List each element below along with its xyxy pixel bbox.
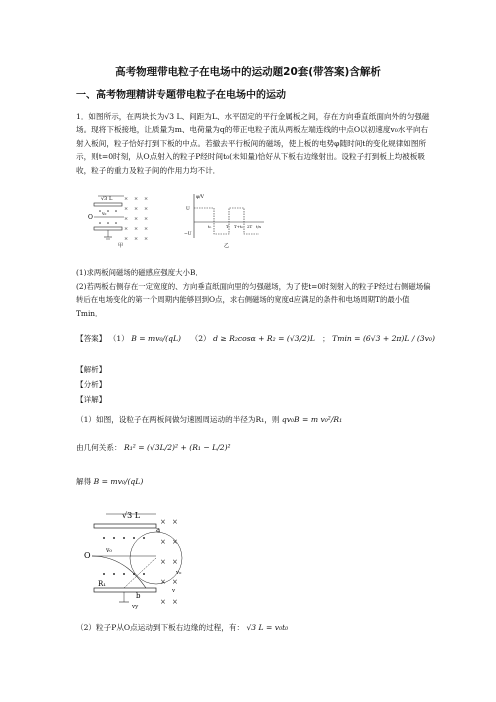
fig-jia-caption: 甲: [118, 243, 124, 248]
svg-text:×: ×: [144, 236, 149, 242]
svg-text:vy: vy: [132, 604, 139, 610]
svg-text:×: ×: [172, 518, 178, 526]
solution-figure: [84, 508, 194, 614]
fig-yi-caption: 乙: [224, 243, 230, 248]
svg-text:φ/V: φ/V: [196, 195, 204, 200]
svg-text:×: ×: [124, 206, 129, 212]
fig-origin: O: [88, 214, 93, 221]
svg-text:√3 L: √3 L: [122, 511, 141, 520]
svg-text:×: ×: [134, 236, 139, 242]
svg-text:t/s: t/s: [256, 224, 262, 229]
problem-statement: 1．如图所示，在两块长为√3 L、间距为L、水平固定的平行金属板之间，存在方向垂直纸面向外的匀强磁场。现将下板接地，让质量为m、电荷量为q的带正电粒子流从两板左端连线的中点O以初速度v₀水平向右射入板间，粒子恰好打到下板的中点。若撤去平行板间的磁场，使上板的电势φ随时间t的变化规律如图所示，则t=0时刻，从O点射入的粒子P经时间t₀(未知量)恰好从下板右边缘射出。设粒子打到板上均被板吸收，粒子的重力及粒子间的作用力均不计．: [76, 112, 430, 175]
svg-text:t₀: t₀: [208, 224, 212, 229]
svg-text:×: ×: [134, 206, 139, 212]
fig-len-label: √3 L: [101, 196, 113, 202]
svg-text:×: ×: [160, 518, 166, 526]
svg-text:v: v: [172, 588, 176, 594]
document-title: 高考物理带电粒子在电场中的运动题20套(带答案)含解析: [115, 66, 381, 78]
svg-text:b: b: [136, 592, 141, 600]
svg-text:×: ×: [144, 226, 149, 232]
svg-text:×: ×: [144, 216, 149, 222]
svg-text:v₀: v₀: [176, 570, 182, 576]
svg-text:×: ×: [160, 558, 166, 566]
svg-text:×: ×: [124, 196, 129, 202]
solution-step-2: 由几何关系： R₁² = (√3L/2)² + (R₁ − L/2)²: [76, 443, 231, 452]
svg-text:×: ×: [144, 196, 149, 202]
figure-yi: [184, 190, 268, 248]
svg-text:×: ×: [134, 196, 139, 202]
answer-line: 【答案】 （1） B = mv₀/(qL) （2） d ≥ R₂cosα + R₂ = (√3/2)L ； Tmin = (6√3 + 2π)L / (3v₀): [76, 334, 435, 343]
solution-step-1: （1）如图，设粒子在两板间做匀速圆周运动的半径为R₁，则 qv₀B = m v₀²/R₁: [76, 415, 343, 424]
fig-v0: v₀: [102, 212, 107, 217]
svg-text:×: ×: [124, 216, 129, 222]
svg-text:a: a: [156, 526, 161, 534]
answer-1: B = mv₀/(qL): [131, 334, 181, 343]
svg-text:R₁: R₁: [98, 580, 107, 588]
solution-step-3: 解得 B = mv₀/(qL): [76, 477, 144, 486]
svg-text:×: ×: [124, 226, 129, 232]
svg-text:v₀: v₀: [106, 547, 112, 554]
question-2: (2)若两板右侧存在一定宽度的、方向垂直纸面向里的匀强磁场，为了使t=0时刻射入的粒子P经过右侧磁场偏转后在电场变化的第一个周期内能够回到O点，求右侧磁场的宽度d应满足的条件和电场周期T的最小值Tmin．: [76, 282, 431, 318]
question-1: (1)求两板间磁场的磁感应强度大小B．: [76, 268, 203, 277]
svg-text:×: ×: [160, 578, 166, 586]
svg-text:2T: 2T: [247, 224, 253, 229]
svg-text:×: ×: [124, 236, 129, 242]
svg-text:×: ×: [134, 226, 139, 232]
svg-text:×: ×: [172, 558, 178, 566]
svg-text:×: ×: [172, 578, 178, 586]
svg-text:×: ×: [172, 598, 178, 606]
svg-text:×: ×: [160, 538, 166, 546]
section-heading: 一、高考物理精讲专题带电粒子在电场中的运动: [76, 90, 286, 101]
svg-text:U: U: [186, 207, 190, 212]
solution-step-4: （2）粒子P从O点运动到下板右边缘的过程，有： √3 L = v₀t₀: [76, 623, 289, 632]
tag-fenxi: 【分析】: [76, 380, 107, 389]
svg-text:T: T: [226, 224, 229, 229]
svg-text:×: ×: [144, 206, 149, 212]
svg-text:−U: −U: [184, 232, 192, 237]
svg-text:×: ×: [134, 216, 139, 222]
answer-2: d ≥ R₂cosα + R₂ = (√3/2)L: [213, 334, 315, 343]
tag-xiangjie: 【详解】: [76, 395, 107, 404]
tag-jiexi: 【解析】: [76, 365, 107, 374]
svg-text:×: ×: [160, 598, 166, 606]
answer-3: Tmin = (6√3 + 2π)L / (3v₀): [332, 334, 435, 343]
svg-text:T+t₀: T+t₀: [234, 224, 244, 229]
figure-jia: [88, 190, 168, 248]
svg-text:O: O: [84, 551, 91, 560]
svg-text:×: ×: [172, 538, 178, 546]
